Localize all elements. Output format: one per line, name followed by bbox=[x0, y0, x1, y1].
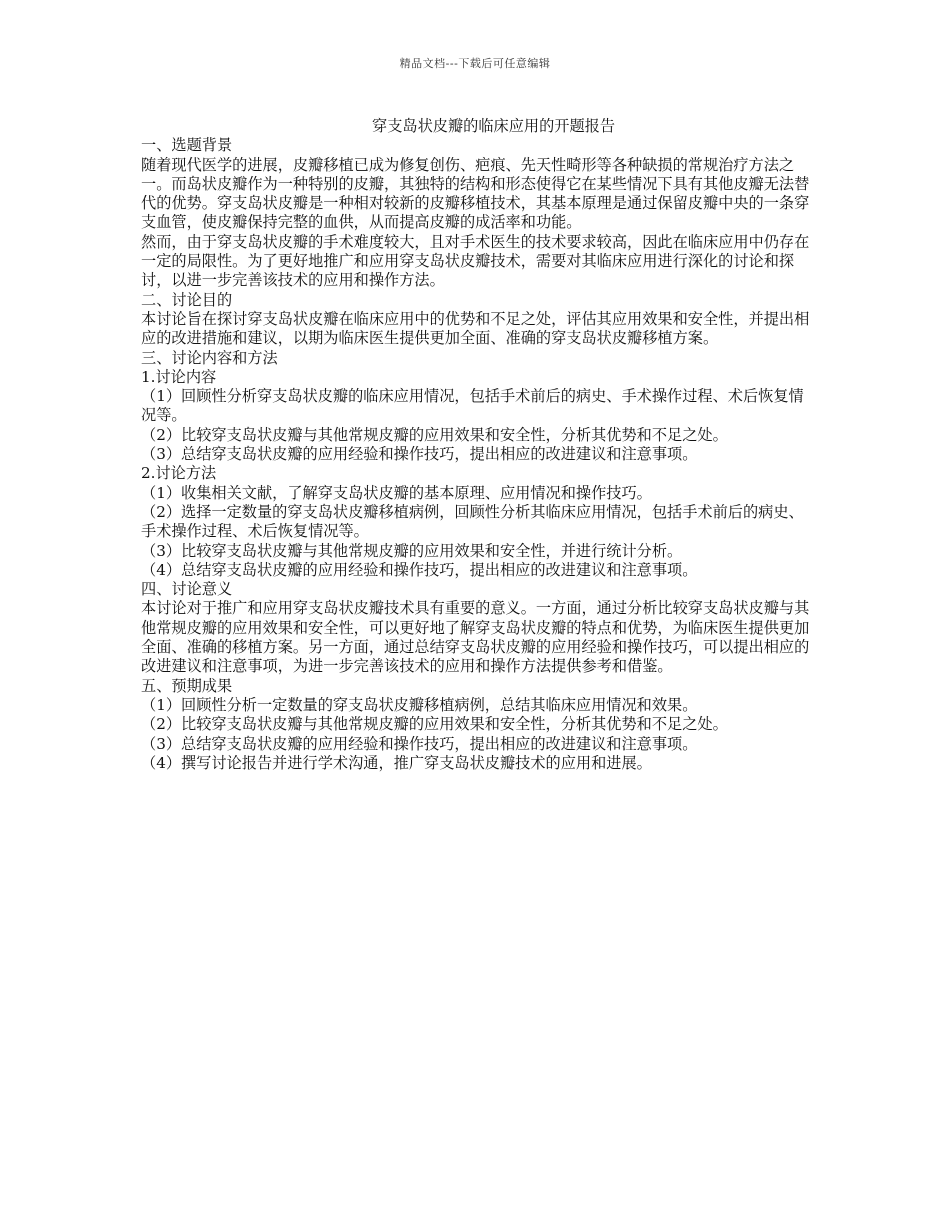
content-item-2-3: （3）比较穿支岛状皮瓣与其他常规皮瓣的应用效果和安全性，并进行统计分析。 bbox=[141, 541, 683, 560]
purpose-paragraph: 本讨论旨在探讨穿支岛状皮瓣在临床应用中的优势和不足之处，评估其应用效果和安全性，并提出相应的改进措施和建议，以期为临床医生提供更加全面、准确的穿支岛状皮瓣移植方案。 bbox=[141, 309, 810, 348]
section-heading-content: 三、讨论内容和方法 bbox=[141, 348, 278, 367]
section-heading-purpose: 二、讨论目的 bbox=[141, 290, 233, 309]
results-item-2: （2）比较穿支岛状皮瓣与其他常规皮瓣的应用效果和安全性，分析其优势和不足之处。 bbox=[141, 715, 728, 734]
content-subheading-2: 2.讨论方法 bbox=[141, 464, 217, 483]
background-paragraph-2: 然而，由于穿支岛状皮瓣的手术难度较大，且对手术医生的技术要求较高，因此在临床应用中仍存在一定的局限性。为了更好地推广和应用穿支岛状皮瓣技术，需要对其临床应用进行深化的讨论和探讨，以进一步完善该技术的应用和操作方法。 bbox=[141, 232, 810, 290]
content-item-2-1: （1）收集相关文献，了解穿支岛状皮瓣的基本原理、应用情况和操作技巧。 bbox=[141, 483, 652, 502]
document-title: 穿支岛状皮瓣的临床应用的开题报告 bbox=[372, 117, 615, 135]
section-heading-significance: 四、讨论意义 bbox=[141, 580, 233, 599]
section-heading-background: 一、选题背景 bbox=[141, 136, 233, 155]
content-item-1-3: （3）总结穿支岛状皮瓣的应用经验和操作技巧，提出相应的改进建议和注意事项。 bbox=[141, 445, 698, 464]
results-item-4: （4）撰写讨论报告并进行学术沟通，推广穿支岛状皮瓣技术的应用和进展。 bbox=[141, 753, 652, 772]
content-item-1-1: （1）回顾性分析穿支岛状皮瓣的临床应用情况，包括手术前后的病史、手术操作过程、术后恢复情况等。 bbox=[141, 387, 804, 425]
content-item-2-4: （4）总结穿支岛状皮瓣的应用经验和操作技巧，提出相应的改进建议和注意事项。 bbox=[141, 560, 698, 579]
page-header-note: 精品文档---下载后可任意编辑 bbox=[399, 57, 551, 70]
significance-paragraph: 本讨论对于推广和应用穿支岛状皮瓣技术具有重要的意义。一方面，通过分析比较穿支岛状皮瓣与其他常规皮瓣的应用效果和安全性，可以更好地了解穿支岛状皮瓣的特点和优势，为临床医生提供更加全面、准确的移植方案。另一方面，通过总结穿支岛状皮瓣的应用经验和操作技巧，可以提出相应的改进建议和注意事项，为进一步完善该技术的应用和操作方法提供参考和借鉴。 bbox=[141, 599, 810, 676]
results-item-1: （1）回顾性分析一定数量的穿支岛状皮瓣移植病例，总结其临床应用情况和效果。 bbox=[141, 695, 698, 714]
content-item-1-2: （2）比较穿支岛状皮瓣与其他常规皮瓣的应用效果和安全性，分析其优势和不足之处。 bbox=[141, 425, 728, 444]
background-paragraph-1: 随着现代医学的进展，皮瓣移植已成为修复创伤、疤痕、先天性畸形等各种缺损的常规治疗方法之一。而岛状皮瓣作为一种特别的皮瓣，其独特的结构和形态使得它在某些情况下具有其他皮瓣无法替代的优势。穿支岛状皮瓣是一种相对较新的皮瓣移植技术，其基本原理是通过保留皮瓣中央的一条穿支血管，使皮瓣保持完整的血供，从而提高皮瓣的成活率和功能。 bbox=[141, 155, 810, 232]
document-body bbox=[141, 117, 816, 773]
content-item-2-2: （2）选择一定数量的穿支岛状皮瓣移植病例，回顾性分析其临床应用情况，包括手术前后的病史、手术操作过程、术后恢复情况等。 bbox=[141, 502, 804, 541]
content-subheading-1: 1.讨论内容 bbox=[141, 367, 217, 386]
section-heading-results: 五、预期成果 bbox=[141, 676, 233, 695]
results-item-3: （3）总结穿支岛状皮瓣的应用经验和操作技巧，提出相应的改进建议和注意事项。 bbox=[141, 734, 698, 753]
